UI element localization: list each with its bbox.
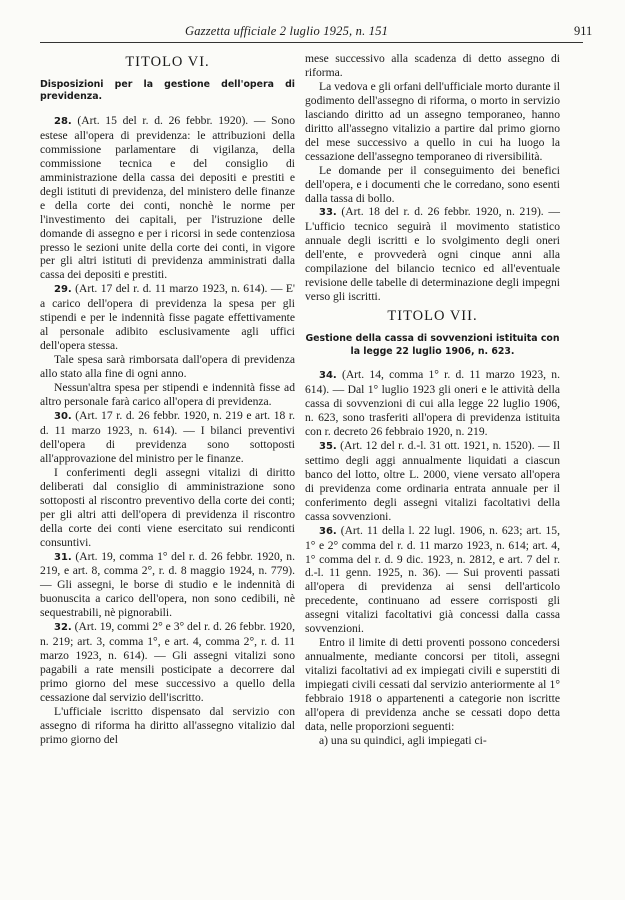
paragraph: Entro il limite di detti proventi possono concedersi annualmente, mediante concorsi per titoli, assegni vitalizi facoltativi ad ex impiegati civili e superstiti di impiegati civili cessati dal servizio anteriormente al 1° febbraio 1918 o appartenenti a categorie non iscritte all'opera di previdenza anche se cessati dopo detta data, nelle proporzioni seguenti: bbox=[305, 636, 560, 733]
section-title: TITOLO VII. bbox=[387, 308, 478, 325]
paragraph: 32. (Art. 19, commi 2° e 3° del r. d. 26 febbr. 1920, n. 219; art. 3, comma 1°, e art. 4, comma 2°, r. d. 11 marzo 1923, n. 614). — Gli assegni vitalizi sono pagabili a rate mensili posticipate a decorrere dal primo giorno del mese successivo a quello della cessazione dal servizio dell'iscritto. bbox=[40, 620, 295, 705]
header-rule bbox=[40, 42, 583, 43]
article-number: 28. bbox=[54, 115, 72, 127]
right-column bbox=[305, 52, 560, 748]
section-title: TITOLO VI. bbox=[125, 54, 210, 70]
page-header bbox=[0, 22, 625, 40]
left-column bbox=[40, 50, 295, 747]
paragraph: 31. (Art. 19, comma 1° del r. d. 26 febbr. 1920, n. 219, e art. 8, comma 2°, r. d. 8 maggio 1924, n. 779). — Gli assegni, le borse di studio e le indennità di buonuscita a carico dell'opera, non sono cedibili, nè sequestrabili, nè pignorabili. bbox=[40, 549, 295, 620]
paragraph: 35. (Art. 12 del r. d.-l. 31 ott. 1921, n. 1520). — Il settimo degli aggi annualmente liquidati a ciascun banco del lotto, oltre L. 2000, viene versato all'opera di previdenza come ordinaria entrata annuale per il conferimento degli assegni vitalizi facoltativi della cassa sovvenzioni. bbox=[305, 438, 560, 523]
paragraph: 36. (Art. 11 della l. 22 lugl. 1906, n. 623; art. 15, 1° e 2° comma del r. d. 11 marzo 1923, n. 614; art. 4, 1° comma del r. d. 9 dic. 1923, n. 2812, e art. 7 del r. d.-l. 11 genn. 1925, n. 36). — Sui proventi passati all'opera di previdenza ai sensi dell'articolo precedente, continuano ad essere corrisposti gli assegni vitalizi facoltativi già concessi dalla cassa sovvenzioni. bbox=[305, 523, 560, 636]
paragraph: La vedova e gli orfani dell'ufficiale morto durante il godimento dell'assegno di riforma, o morto in servizio lasciando diritto ad un assegno temporaneo, hanno diritto all'assegno vitalizio a partire dal primo giorno del mese successivo a quello in cui ha luogo la cessazione dell'assegno temporaneo di riversibilità. bbox=[305, 79, 560, 163]
paragraph: 28. (Art. 15 del r. d. 26 febbr. 1920). — Sono estese all'opera di previdenza: le attribuzioni della commissione parlamentare di vigilanza, della commissione tecnica e del consiglio di amministrazione della cassa dei depositi e prestiti e degli istituti di previdenza, del ministero delle finanze e della corte dei conti, nonchè le norme per l'investimento dei capitali, per l'istruzione delle domande di assegno e per i ricorsi in sede contenziosa presso le sezioni unite della corte dei conti, in vigore per gli altri istituti di previdenza amministrati dalla cassa dei depositi e prestiti. bbox=[40, 113, 295, 282]
paragraph: mese successivo alla scadenza di detto assegno di riforma. bbox=[305, 52, 560, 79]
paragraph: I conferimenti degli assegni vitalizi di diritto deliberati dal consiglio di amministrazione sono sottoposti al riscontro preventivo della corte dei conti; per gli altri atti dell'opera di previdenza il riscontro della corte dei conti viene esercitato sui rendiconti consuntivi. bbox=[40, 465, 295, 549]
gazette-title: Gazzetta ufficiale 2 luglio 1925, n. 151 bbox=[185, 24, 389, 38]
paragraph: Nessun'altra spesa per stipendi e indennità fisse ad altro personale farà carico all'opera di previdenza. bbox=[40, 381, 295, 409]
paragraph: 29. (Art. 17 del r. d. 11 marzo 1923, n. 614). — E' a carico dell'opera di previdenza la spesa per gli stipendi e per le indennità fisse pagate effettivamente al personale adibito esclusivamente agli uffici dell'opera stessa. bbox=[40, 282, 295, 353]
article-number: 35. bbox=[319, 440, 337, 452]
paragraph: 33. (Art. 18 del r. d. 26 febbr. 1920, n. 219). — L'ufficio tecnico seguirà il movimento statistico annuale degli iscritti e lo svolgimento degli oneri dell'ente, e provvederà ogni cinque anni alla compilazione del bilancio tecnico ed all'eventuale revisione delle tabelle di determinazione degli impegni verso gli iscritti. bbox=[305, 205, 560, 304]
article-number: 30. bbox=[54, 410, 72, 422]
paragraph: 30. (Art. 17 r. d. 26 febbr. 1920, n. 219 e art. 18 r. d. 11 marzo 1923, n. 614). — I bilanci preventivi dell'opera di previdenza sono sottoposti all'approvazione del ministro per le finanze. bbox=[40, 408, 296, 465]
paragraph: Le domande per il conseguimento dei benefici dell'opera, e i documenti che le corredano, sono esenti dalla tassa di bollo. bbox=[305, 163, 560, 205]
page-number: 911 bbox=[574, 24, 593, 38]
article-number: 29. bbox=[54, 284, 72, 296]
article-number: 31. bbox=[54, 551, 72, 563]
section-subtitle: Gestione della cassa di sovvenzioni istituita con la legge 22 luglio 1906, n. 623. bbox=[305, 333, 560, 357]
paragraph: a) una su quindici, agli impiegati ci- bbox=[319, 733, 487, 747]
paragraph: L'ufficiale iscritto dispensato dal servizio con assegno di riforma ha diritto all'assegno vitalizio dal primo giorno del bbox=[40, 704, 295, 746]
paragraph: 34. (Art. 14, comma 1° r. d. 11 marzo 1923, n. 614). — Dal 1° luglio 1923 gli oneri e le attività della cassa di sovvenzioni di cui alla legge 22 luglio 1906, n. 623, sono trasferiti all'opera di previdenza istituita con r. decreto 26 febbraio 1920, n. 219. bbox=[305, 368, 560, 438]
article-number: 36. bbox=[319, 525, 337, 537]
paragraph: Tale spesa sarà rimborsata dall'opera di previdenza allo stato alla fine di ogni anno. bbox=[40, 353, 295, 381]
article-number: 33. bbox=[319, 207, 337, 219]
section-subtitle: Disposizioni per la gestione dell'opera di previdenza. bbox=[40, 78, 295, 103]
article-number: 32. bbox=[54, 622, 72, 634]
article-number: 34. bbox=[319, 370, 337, 382]
